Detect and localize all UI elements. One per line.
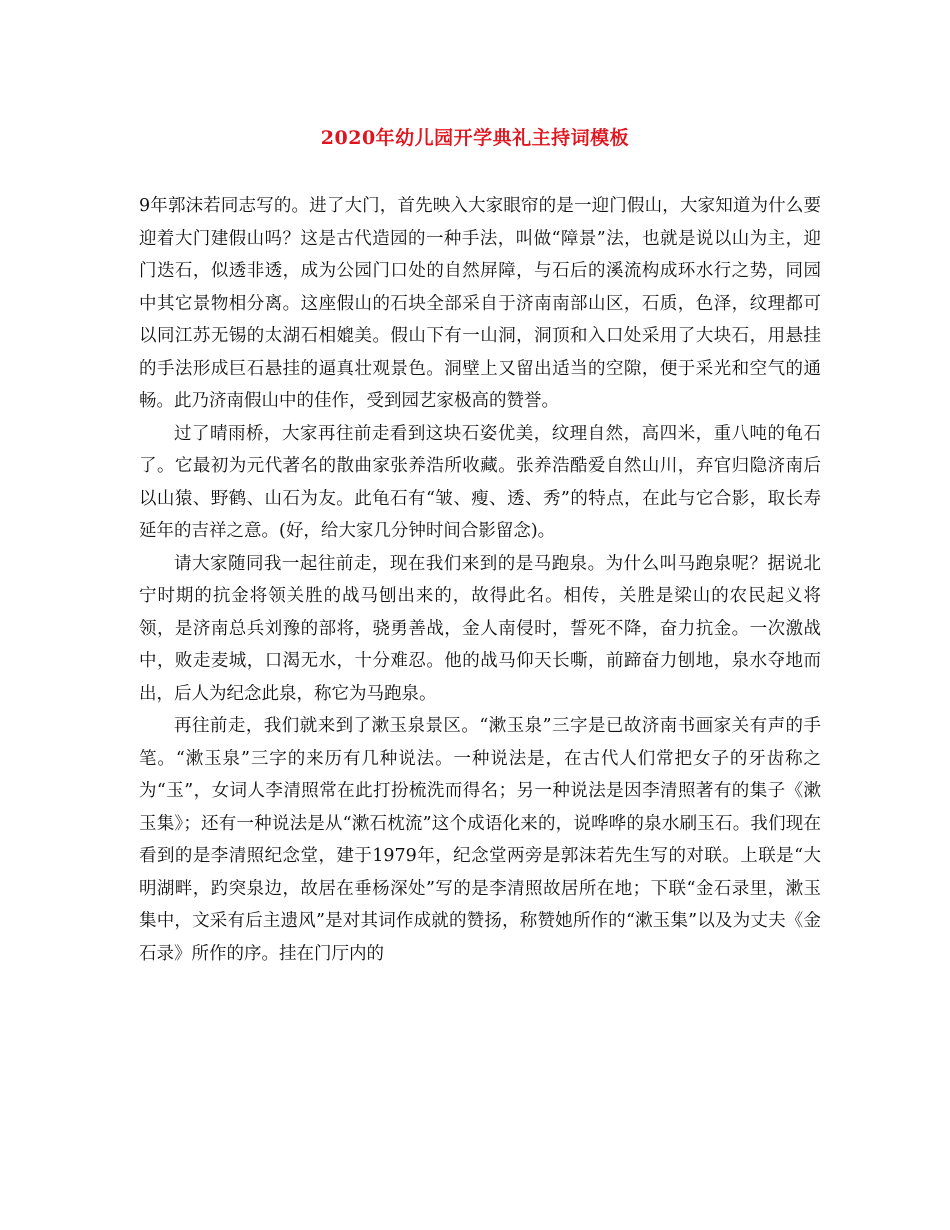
- paragraph-4: 再往前走，我们就来到了漱玉泉景区。“漱玉泉”三字是已故济南书画家关有声的手笔。“漱玉泉”三字的来历有几种说法。一种说法是，在古代人们常把女子的牙齿称之为“玉”，女词人李清照常在此打扮梳洗而得名；另一种说法是因李清照著有的集子《漱玉集》；还有一种说法是从“漱石枕流”这个成语化来的，说哗哗的泉水刷玉石。我们现在看到的是李清照纪念堂，建于1979年，纪念堂两旁是郭沫若先生写的对联。上联是“大明湖畔，趵突泉边，故居在垂杨深处”写的是李清照故居所在地；下联“金石录里，漱玉集中，文采有后主遗风”是对其词作成就的赞扬，称赞她所作的“漱玉集”以及为丈夫《金石录》所作的序。挂在门厅内的: [139, 716, 821, 964]
- document-body: [139, 190, 821, 970]
- paragraph-1: 9年郭沫若同志写的。进了大门，首先映入大家眼帘的是一迎门假山，大家知道为什么要迎着大门建假山吗？这是古代造园的一种手法，叫做“障景”法，也就是说以山为主，迎门迭石，似透非透，成为公园门口处的自然屏障，与石后的溪流构成环水行之势，同园中其它景物相分离。这座假山的石块全部采自于济南南部山区，石质，色泽，纹理都可以同江苏无锡的太湖石相媲美。假山下有一山洞，洞顶和入口处采用了大块石，用悬挂的手法形成巨石悬挂的逼真壮观景色。洞壁上又留出适当的空隙，便于采光和空气的通畅。此乃济南假山中的佳作，受到园艺家极高的赞誉。: [139, 196, 821, 411]
- document-title: 2020年幼儿园开学典礼主持词模板: [320, 127, 630, 149]
- paragraph-2: 过了晴雨桥，大家再往前走看到这块石姿优美，纹理自然，高四米，重八吨的龟石了。它最初为元代著名的散曲家张养浩所收藏。张养浩酷爱自然山川，弃官归隐济南后以山猿、野鹤、山石为友。此龟石有“皱、瘦、透、秀”的特点，在此与它合影，取长寿延年的吉祥之意。(好，给大家几分钟时间合影留念)。: [139, 423, 821, 541]
- paragraph-3: 请大家随同我一起往前走，现在我们来到的是马跑泉。为什么叫马跑泉呢？据说北宁时期的抗金将领关胜的战马刨出来的，故得此名。相传，关胜是梁山的农民起义将领，是济南总兵刘豫的部将，骁勇善战，金人南侵时，誓死不降，奋力抗金。一次激战中，败走麦城，口渴无水，十分难忍。他的战马仰天长嘶，前蹄奋力刨地，泉水夺地而出，后人为纪念此泉，称它为马跑泉。: [139, 553, 821, 704]
